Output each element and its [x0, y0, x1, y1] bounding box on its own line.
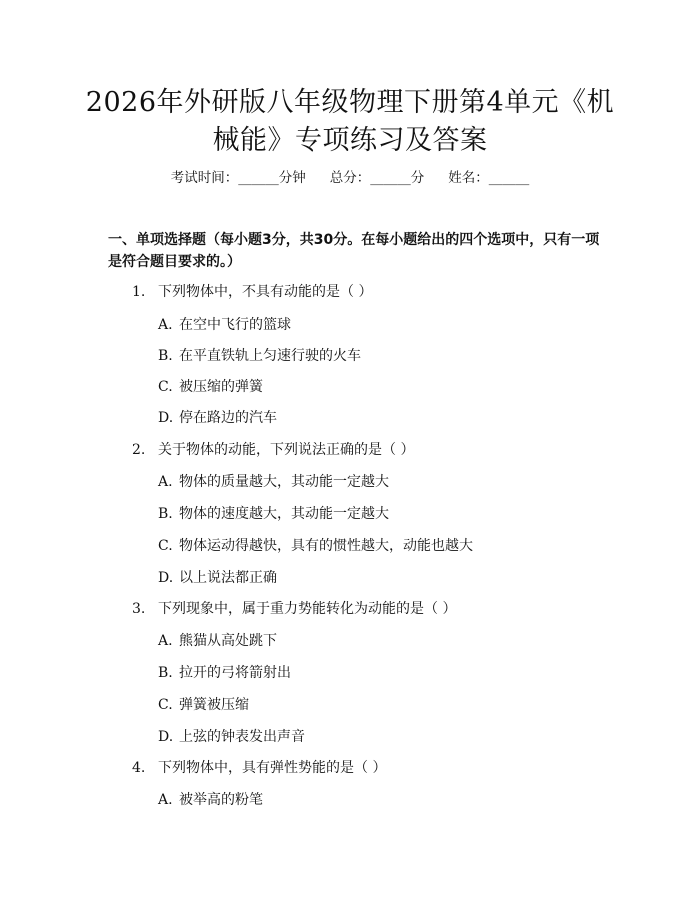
- option-letter: C.: [158, 379, 173, 395]
- q2-option-a: [158, 472, 608, 492]
- option-text: 物体的质量越大，其动能一定越大: [179, 474, 389, 490]
- page-title-line2: 械能》专项练习及答案: [212, 125, 488, 156]
- question-2: [132, 440, 612, 460]
- option-text: 被压缩的弹簧: [179, 379, 263, 395]
- option-letter: D.: [158, 570, 174, 586]
- q2-option-d: [158, 568, 608, 588]
- option-text: 熊猫从高处跳下: [179, 633, 277, 649]
- option-text: 停在路边的汽车: [179, 410, 277, 426]
- option-text: 上弦的钟表发出声音: [179, 729, 305, 745]
- q3-option-d: [158, 727, 608, 747]
- q4-option-a: [158, 790, 608, 810]
- question-number: 1.: [132, 284, 146, 300]
- option-letter: D.: [158, 410, 174, 426]
- option-letter: C.: [158, 538, 173, 554]
- option-letter: B.: [158, 506, 173, 522]
- question-stem: 关于物体的动能，下列说法正确的是（ ）: [158, 442, 415, 458]
- q1-option-d: [158, 408, 608, 428]
- q2-option-b: [158, 504, 608, 524]
- option-letter: A.: [158, 317, 173, 333]
- option-text: 拉开的弓将箭射出: [179, 665, 291, 681]
- page-title-line1: 2026年外研版八年级物理下册第4单元《机: [85, 87, 615, 118]
- question-3: [132, 599, 612, 619]
- option-text: 弹簧被压缩: [179, 697, 249, 713]
- q3-option-b: [158, 663, 608, 683]
- option-text: 在空中飞行的篮球: [179, 317, 291, 333]
- question-stem: 下列物体中，不具有动能的是（ ）: [158, 284, 373, 300]
- q3-option-a: [158, 631, 608, 651]
- q1-option-a: [158, 315, 608, 335]
- question-1: [132, 282, 612, 302]
- exam-time-field: 考试时间：______分钟: [170, 170, 306, 186]
- question-number: 2.: [132, 442, 146, 458]
- q3-option-c: [158, 695, 608, 715]
- question-number: 3.: [132, 601, 146, 617]
- option-letter: B.: [158, 348, 173, 364]
- question-number: 4.: [132, 760, 146, 776]
- option-text: 被举高的粉笔: [179, 792, 263, 808]
- option-text: 物体的速度越大，其动能一定越大: [179, 506, 389, 522]
- option-letter: A.: [158, 792, 173, 808]
- q2-option-c: [158, 536, 608, 556]
- option-text: 在平直铁轨上匀速行驶的火车: [179, 348, 361, 364]
- option-text: 以上说法都正确: [179, 570, 277, 586]
- total-score-field: 总分：______分: [329, 170, 425, 186]
- section-heading-line1: 一、单项选择题（每小题3分，共30分。在每小题给出的四个选项中，只有一项: [108, 232, 600, 248]
- option-letter: A.: [158, 633, 173, 649]
- question-4: [132, 758, 612, 778]
- q1-option-c: [158, 377, 608, 397]
- q1-option-b: [158, 346, 608, 366]
- question-stem: 下列现象中，属于重力势能转化为动能的是（ ）: [158, 601, 457, 617]
- option-letter: B.: [158, 665, 173, 681]
- option-letter: D.: [158, 729, 174, 745]
- option-text: 物体运动得越快，具有的惯性越大，动能也越大: [179, 538, 473, 554]
- option-letter: A.: [158, 474, 173, 490]
- section-heading-line2: 是符合题目要求的。）: [108, 254, 241, 270]
- exam-meta: [0, 168, 700, 188]
- option-letter: C.: [158, 697, 173, 713]
- question-stem: 下列物体中，具有弹性势能的是（ ）: [158, 760, 387, 776]
- student-name-field: 姓名：______: [448, 170, 530, 186]
